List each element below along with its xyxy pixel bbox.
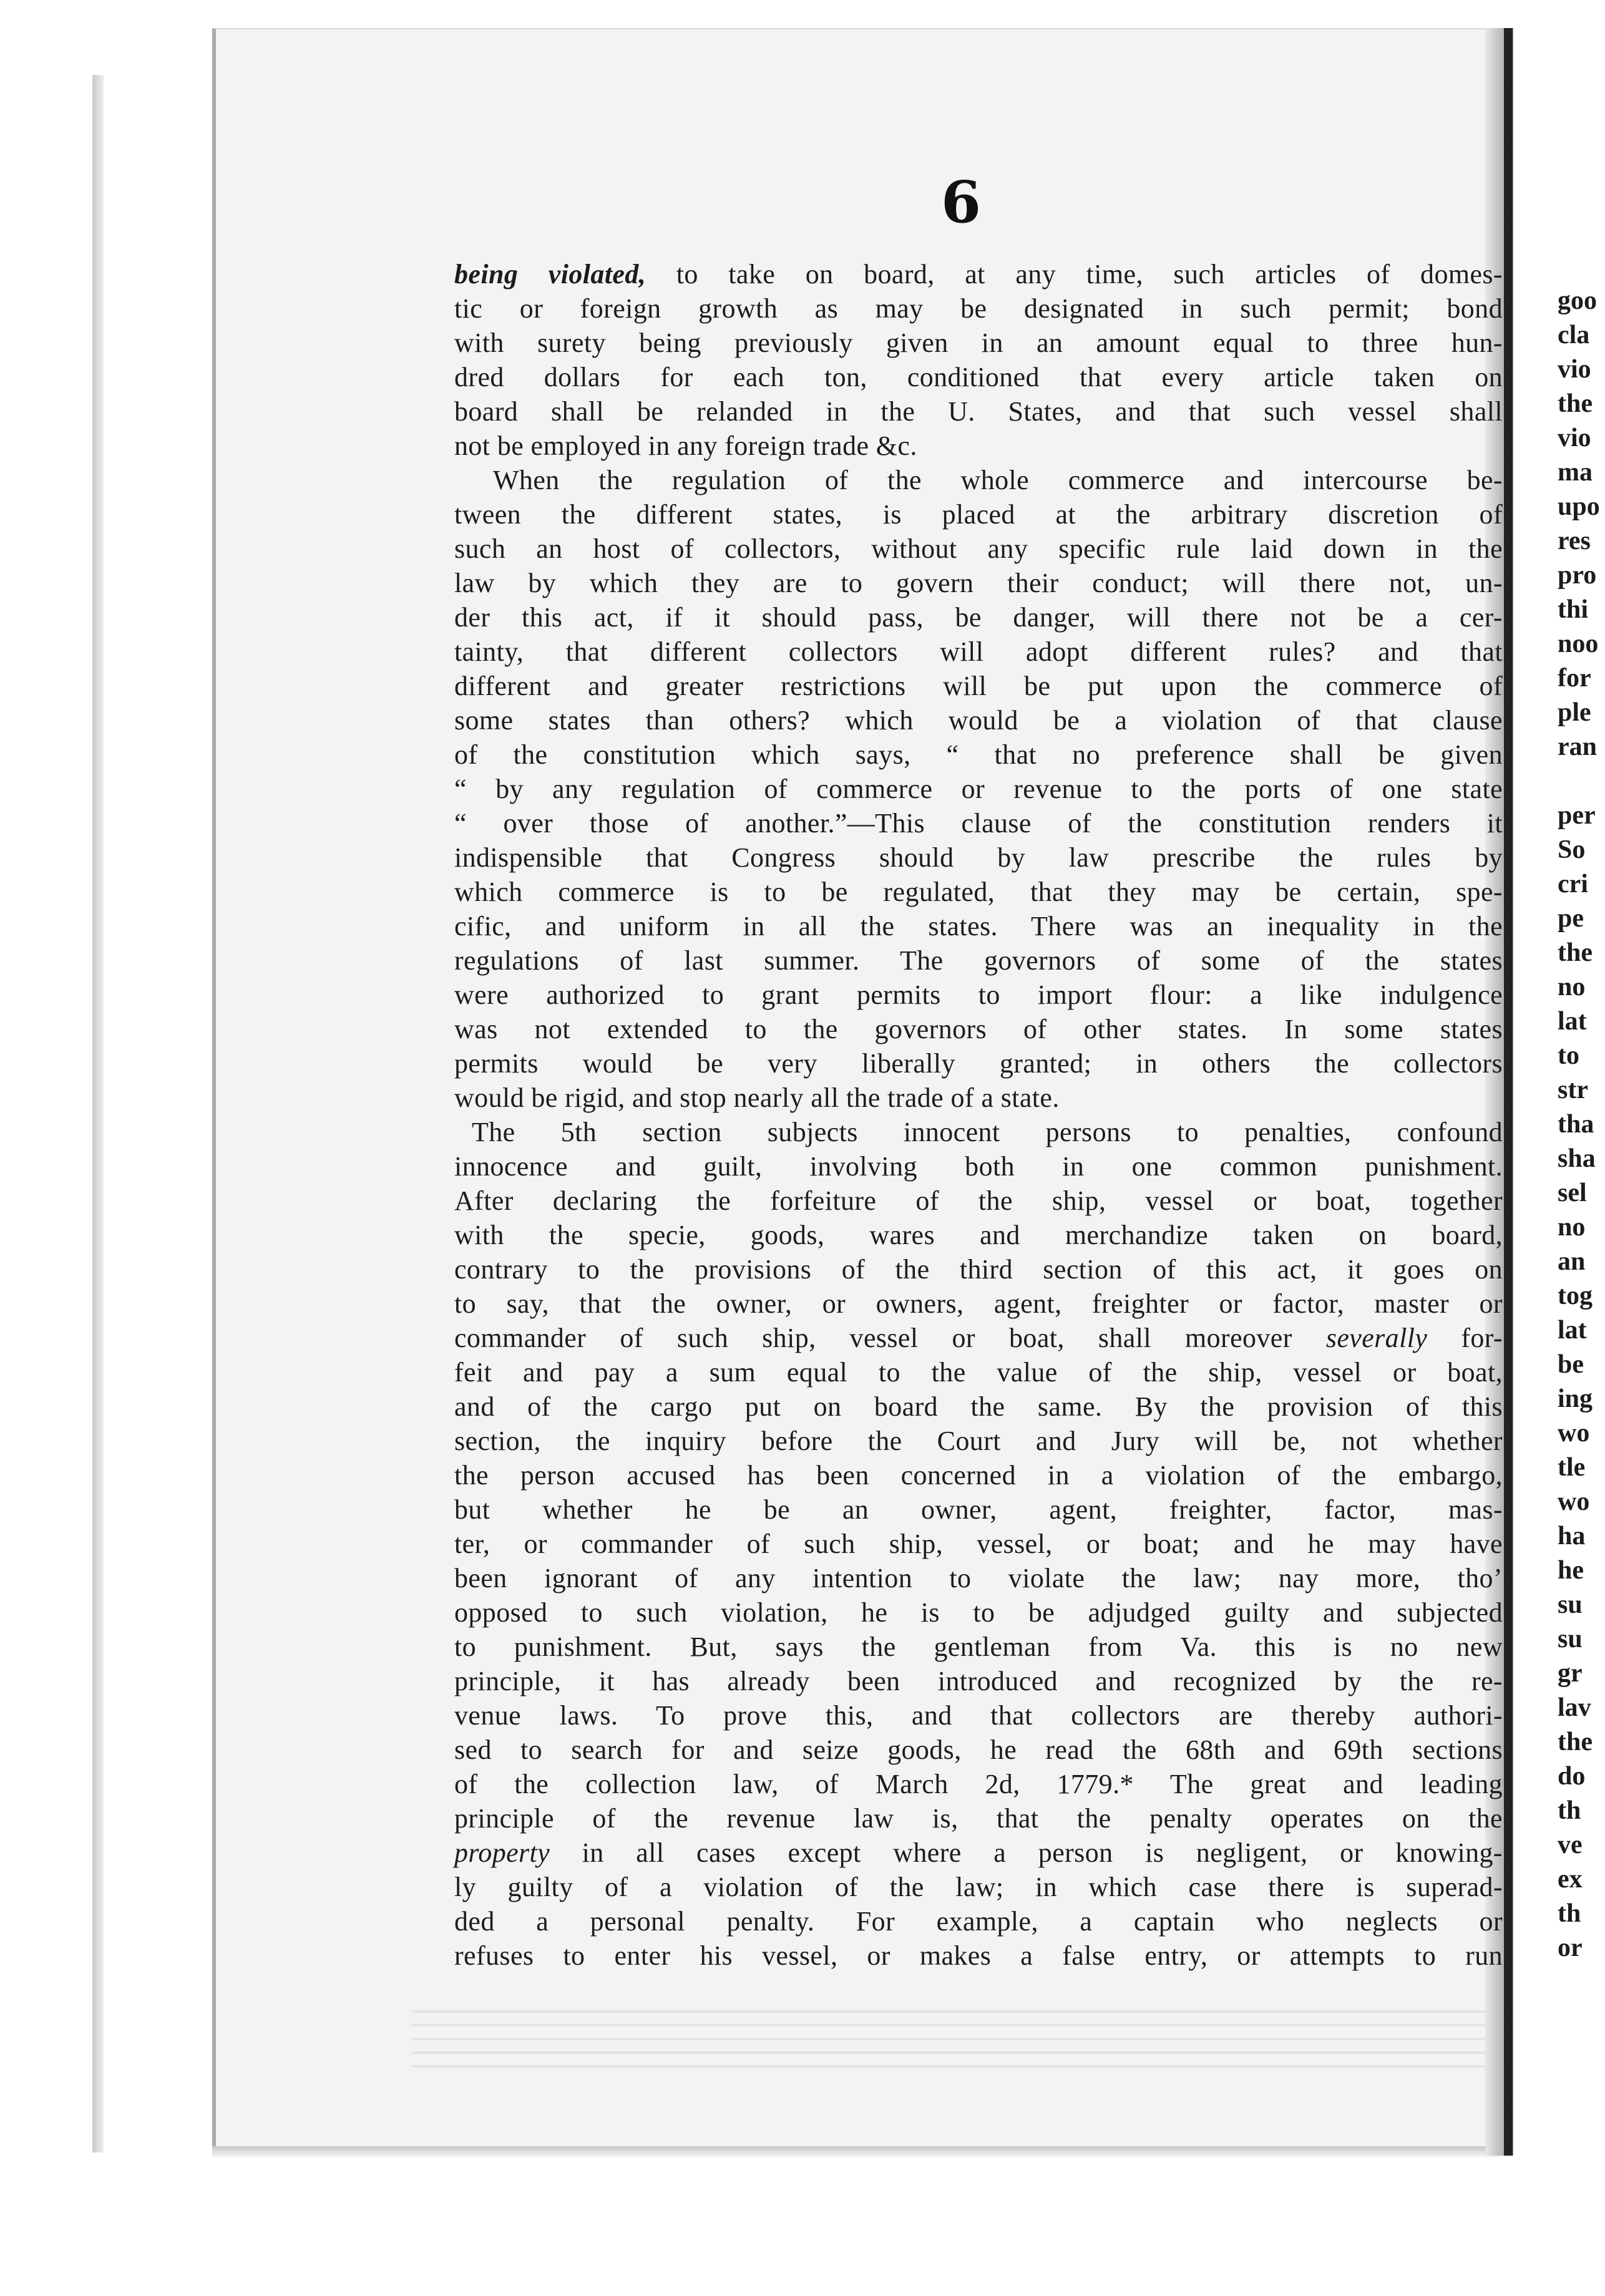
line-text: some states than others? which would be a violation of that clause xyxy=(454,705,1503,736)
facing-fragment: tha xyxy=(1558,1110,1594,1139)
text-line xyxy=(454,1836,1503,1870)
line-text: ly guilty of a violation of the law; in which case there is superad- xyxy=(454,1872,1503,1902)
line-text: which commerce is to be regulated, that they may be certain, spe- xyxy=(454,877,1503,907)
text-line xyxy=(454,1424,1503,1458)
facing-fragment: to xyxy=(1558,1041,1579,1070)
line-text: When the regulation of the whole commerce and intercourse be- xyxy=(493,465,1503,495)
line-text: feit and pay a sum equal to the value of the ship, vessel or boat, xyxy=(454,1357,1503,1388)
text-line xyxy=(454,1801,1503,1836)
line-text: to take on board, at any time, such articles of domes- xyxy=(646,259,1503,289)
text-line xyxy=(454,1458,1503,1492)
text-line xyxy=(454,291,1503,326)
facing-fragment: wo xyxy=(1558,1487,1590,1516)
text-line xyxy=(454,1595,1503,1630)
text-line xyxy=(454,875,1503,909)
text-line xyxy=(454,737,1503,772)
text-line xyxy=(454,326,1503,360)
text-line xyxy=(454,1184,1503,1218)
line-text: principle, it has already been introduced and recognized by the re- xyxy=(454,1666,1503,1696)
line-text: der this act, if it should pass, be danger, will there not be a cer- xyxy=(454,602,1503,633)
text-line xyxy=(454,635,1503,669)
facing-fragment: su xyxy=(1558,1625,1583,1653)
line-text: sed to search for and seize goods, he read the 68th and 69th sections xyxy=(454,1734,1503,1765)
text-line xyxy=(454,1218,1503,1252)
facing-fragment: pro xyxy=(1558,561,1597,590)
text-line xyxy=(454,1046,1503,1081)
line-text: commander of such ship, vessel or boat, shall moreover xyxy=(454,1323,1292,1353)
facing-fragment: ha xyxy=(1558,1522,1586,1550)
facing-fragment: lav xyxy=(1558,1693,1591,1722)
text-line xyxy=(454,1630,1503,1664)
text-line xyxy=(454,978,1503,1012)
facing-fragment: no xyxy=(1558,973,1586,1001)
line-text: the person accused has been concerned in a violation of the embargo, xyxy=(454,1460,1503,1491)
line-text: contrary to the provisions of the third section of this act, it goes on xyxy=(454,1254,1503,1285)
facing-fragment: vio xyxy=(1558,424,1591,452)
line-text: tic or foreign growth as may be designated in such permit; bond xyxy=(454,293,1503,324)
text-line xyxy=(454,1115,1503,1149)
text-line xyxy=(454,566,1503,600)
line-text: ter, or commander of such ship, vessel, or boat; and he may have xyxy=(454,1529,1503,1559)
italic-word: severally xyxy=(1325,1323,1428,1353)
line-text: such an host of collectors, without any specific rule laid down in the xyxy=(454,533,1503,564)
facing-fragment: noo xyxy=(1558,630,1599,658)
facing-fragment: the xyxy=(1558,938,1593,967)
text-line xyxy=(454,497,1503,532)
text-line xyxy=(454,1767,1503,1801)
line-text: board shall be relanded in the U. States, and that such vessel shall xyxy=(454,396,1503,427)
facing-fragment: or xyxy=(1558,1934,1583,1962)
line-text: innocence and guilt, involving both in one common punishment. xyxy=(454,1151,1503,1182)
line-text: with the specie, goods, wares and merchandize taken on board, xyxy=(454,1220,1503,1250)
bleed-through-text xyxy=(412,2010,1485,2079)
text-line xyxy=(454,1252,1503,1287)
text-line xyxy=(454,1664,1503,1698)
line-text: dred dollars for each ton, conditioned that every article taken on xyxy=(454,362,1503,392)
line-text: would be rigid, and stop nearly all the trade of a state. xyxy=(454,1082,1060,1113)
facing-fragment: for xyxy=(1558,664,1591,693)
line-text: was not extended to the governors of other states. In some states xyxy=(454,1014,1503,1044)
text-line xyxy=(454,1904,1503,1938)
facing-fragment: thi xyxy=(1558,595,1589,624)
line-text: of the collection law, of March 2d, 1779.* The great and leading xyxy=(454,1769,1503,1799)
facing-fragment: So xyxy=(1558,835,1586,864)
facing-fragment: sha xyxy=(1558,1144,1596,1173)
line-text: to punishment. But, says the gentleman from Va. this is no new xyxy=(454,1632,1503,1662)
facing-fragment xyxy=(1558,764,1605,799)
facing-fragment: ing xyxy=(1558,1384,1593,1413)
line-text: regulations of last summer. The governors of some of the states xyxy=(454,945,1503,976)
facing-fragment: do xyxy=(1558,1762,1586,1791)
facing-fragment: ran xyxy=(1558,732,1597,761)
book-gutter-edge xyxy=(92,75,104,2152)
line-text: ded a personal penalty. For example, a captain who neglects or xyxy=(454,1906,1503,1937)
text-line xyxy=(454,394,1503,429)
text-line xyxy=(454,1012,1503,1046)
line-text: indispensible that Congress should by law prescribe the rules by xyxy=(454,842,1503,873)
line-text: with surety being previously given in an amount equal to three hun- xyxy=(454,328,1503,358)
line-text: “ over those of another.”—This clause of the constitution renders it xyxy=(454,808,1503,839)
text-line xyxy=(454,1321,1503,1355)
facing-fragment: the xyxy=(1558,1728,1593,1756)
facing-fragment: wo xyxy=(1558,1419,1590,1447)
text-line xyxy=(454,1870,1503,1904)
text-line xyxy=(454,943,1503,978)
facing-fragment: tog xyxy=(1558,1282,1593,1310)
text-line xyxy=(454,1492,1503,1527)
line-text: permits would be very liberally granted; in others the collectors xyxy=(454,1048,1503,1079)
italic-word: property xyxy=(454,1837,550,1868)
text-line xyxy=(454,532,1503,566)
text-line xyxy=(454,703,1503,737)
body-text xyxy=(454,257,1503,1973)
text-line xyxy=(454,1389,1503,1424)
line-text-tail: for- xyxy=(1427,1323,1503,1353)
text-line xyxy=(454,772,1503,806)
facing-fragment: sel xyxy=(1558,1179,1587,1207)
line-text: were authorized to grant permits to import flour: a like indulgence xyxy=(454,980,1503,1010)
facing-fragment: vio xyxy=(1558,355,1591,384)
line-text: section, the inquiry before the Court and Jury will be, not whether xyxy=(454,1426,1503,1456)
facing-fragment: cla xyxy=(1558,321,1590,349)
line-text: of the constitution which says, “ that no preference shall be given xyxy=(454,739,1503,770)
text-line xyxy=(454,1287,1503,1321)
text-line xyxy=(454,257,1503,291)
facing-fragment: lat xyxy=(1558,1007,1587,1036)
facing-fragment: pe xyxy=(1558,904,1584,933)
text-line xyxy=(454,600,1503,635)
text-line xyxy=(454,360,1503,394)
line-text: different and greater restrictions will be put upon the commerce of xyxy=(454,671,1503,701)
facing-fragment: th xyxy=(1558,1899,1581,1928)
text-line xyxy=(454,1733,1503,1767)
text-line xyxy=(454,429,1503,463)
facing-fragment: ple xyxy=(1558,698,1591,727)
line-text: law by which they are to govern their conduct; will there not, un- xyxy=(454,568,1503,598)
facing-fragment: str xyxy=(1558,1076,1588,1104)
line-text: but whether he be an owner, agent, freighter, factor, mas- xyxy=(454,1494,1503,1525)
facing-fragment: cri xyxy=(1558,870,1588,898)
text-line xyxy=(454,909,1503,943)
facing-fragment: goo xyxy=(1558,286,1597,315)
facing-fragment: res xyxy=(1558,527,1591,555)
line-text: opposed to such violation, he is to be adjudged guilty and subjected xyxy=(454,1597,1503,1628)
facing-fragment: upo xyxy=(1558,492,1600,521)
text-line xyxy=(454,1081,1503,1115)
facing-fragment: ma xyxy=(1558,458,1593,487)
line-text: not be employed in any foreign trade &c. xyxy=(454,430,917,461)
text-line xyxy=(454,806,1503,840)
line-text: The 5th section subjects innocent persons to penalties, confound xyxy=(472,1117,1503,1147)
text-line xyxy=(454,840,1503,875)
text-line xyxy=(454,669,1503,703)
facing-fragment: per xyxy=(1558,801,1596,830)
page-number: 6 xyxy=(941,168,982,236)
text-line xyxy=(454,1355,1503,1389)
text-line xyxy=(454,1698,1503,1733)
line-text: in all cases except where a person is negligent, or knowing- xyxy=(550,1837,1503,1868)
line-text: and of the cargo put on board the same. By the provision of this xyxy=(454,1391,1503,1422)
italic-lead: being violated, xyxy=(454,259,646,289)
facing-fragment: ex xyxy=(1558,1865,1583,1894)
facing-fragment: th xyxy=(1558,1796,1581,1825)
facing-fragment: ve xyxy=(1558,1831,1583,1859)
facing-fragment: be xyxy=(1558,1350,1584,1379)
text-line xyxy=(454,1938,1503,1973)
facing-fragment: gr xyxy=(1558,1659,1583,1688)
text-line xyxy=(454,1561,1503,1595)
line-text: refuses to enter his vessel, or makes a false entry, or attempts to run xyxy=(454,1940,1503,1971)
facing-fragment: su xyxy=(1558,1590,1583,1619)
line-text: been ignorant of any intention to violate the law; nay more, tho’ xyxy=(454,1563,1503,1593)
page-bottom-shadow xyxy=(212,2146,1498,2159)
line-text: “ by any regulation of commerce or revenue to the ports of one state xyxy=(454,774,1503,804)
line-text: cific, and uniform in all the states. There was an inequality in the xyxy=(454,911,1503,941)
facing-fragment: the xyxy=(1558,389,1593,418)
text-line xyxy=(454,1149,1503,1184)
line-text: principle of the revenue law is, that the penalty operates on the xyxy=(454,1803,1503,1834)
line-text: tween the different states, is placed at the arbitrary discretion of xyxy=(454,499,1503,530)
line-text: venue laws. To prove this, and that collectors are thereby authori- xyxy=(454,1700,1503,1731)
spine-divider xyxy=(1504,28,1513,2156)
scan-margin xyxy=(0,0,69,2296)
facing-fragment: lat xyxy=(1558,1316,1587,1345)
facing-fragment: no xyxy=(1558,1213,1586,1242)
facing-fragment: tle xyxy=(1558,1453,1586,1482)
facing-fragment: he xyxy=(1558,1556,1584,1585)
line-text: After declaring the forfeiture of the ship, vessel or boat, together xyxy=(454,1185,1503,1216)
facing-fragment: an xyxy=(1558,1247,1586,1276)
text-line xyxy=(454,1527,1503,1561)
line-text: tainty, that different collectors will adopt different rules? and that xyxy=(454,636,1503,667)
line-text: to say, that the owner, or owners, agent, freighter or factor, master or xyxy=(454,1288,1503,1319)
text-line xyxy=(454,463,1503,497)
facing-page-fragments xyxy=(1558,284,1605,1965)
